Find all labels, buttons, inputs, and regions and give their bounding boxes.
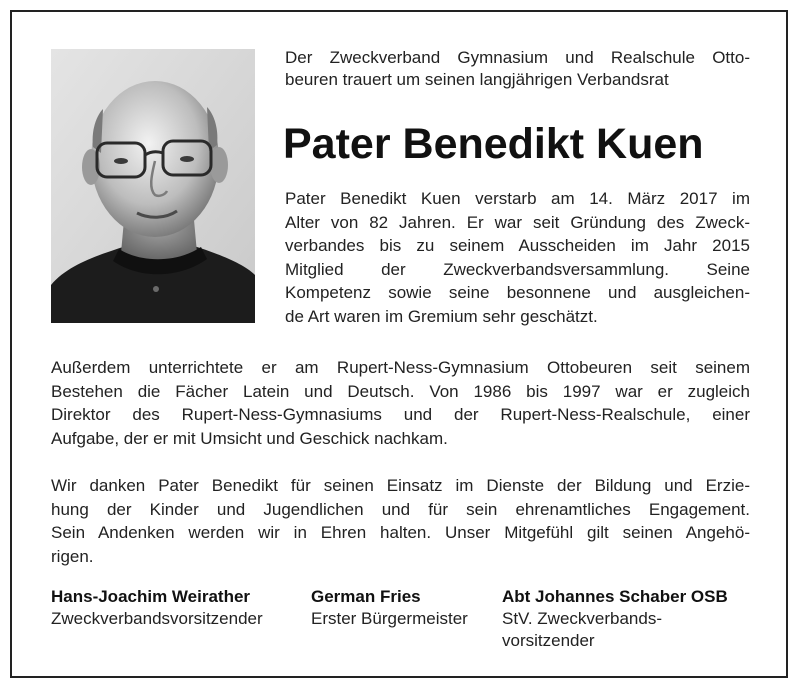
paragraph-line: rigen. bbox=[51, 546, 94, 566]
signatory-role: StV. Zweckverbands- bbox=[502, 609, 662, 628]
obituary-paragraph-1 bbox=[285, 187, 750, 329]
paragraph-line: Sein Andenken werden wir in Ehren halten. Unser Mitgefühl gilt seinen Angehö- bbox=[51, 523, 750, 543]
signatory-role: Zweckverbandsvorsitzender bbox=[51, 609, 263, 628]
paragraph-line: Kompetenz sowie seine besonnene und ausgleichen- bbox=[285, 283, 750, 303]
paragraph-line: Direktor des Rupert-Ness-Gymnasiums und der Rupert-Ness-Realschule, einer bbox=[51, 405, 750, 425]
portrait-photo bbox=[51, 49, 255, 323]
paragraph-line: Außerdem unterrichtete er am Rupert-Ness-Gymnasium Ottobeuren seit seinem bbox=[51, 358, 750, 377]
obituary-paragraph-2 bbox=[51, 356, 750, 450]
signatory bbox=[311, 586, 468, 630]
paragraph-line: verbandes bis zu seinem Ausscheiden im Jahr 2015 bbox=[285, 236, 750, 256]
signatory-name: Hans-Joachim Weirather bbox=[51, 587, 251, 606]
intro-line: Der Zweckverband Gymnasium und Realschule Otto- bbox=[285, 48, 750, 67]
signatory-name: Abt Johannes Schaber OSB bbox=[502, 587, 728, 606]
paragraph-line: Bestehen die Fächer Latein und Deutsch. Von 1986 bis 1997 war er zugleich bbox=[51, 381, 750, 401]
intro-line: beuren trauert um seinen langjährigen Verbandsrat bbox=[285, 70, 669, 89]
deceased-name: Pater Benedikt Kuen bbox=[283, 120, 704, 168]
signatory bbox=[51, 586, 263, 630]
paragraph-line: de Art waren im Gremium sehr geschätzt. bbox=[285, 306, 598, 326]
paragraph-line: Mitglied der Zweckverbandsversammlung. Seine bbox=[285, 259, 750, 279]
signatory-name: German Fries bbox=[311, 587, 421, 606]
paragraph-line: Pater Benedikt Kuen verstarb am 14. März 2017 im bbox=[285, 189, 750, 208]
paragraph-line: Wir danken Pater Benedikt für seinen Einsatz im Dienste der Bildung und Erzie- bbox=[51, 476, 750, 495]
intro-text bbox=[285, 47, 750, 91]
signatory-role: Erster Bürgermeister bbox=[311, 609, 468, 628]
signatory bbox=[502, 586, 728, 652]
obituary-paragraph-3 bbox=[51, 474, 750, 568]
signatory-role: vorsitzender bbox=[502, 631, 595, 650]
paragraph-line: Aufgabe, der er mit Umsicht und Geschick nachkam. bbox=[51, 428, 448, 448]
paragraph-line: Alter von 82 Jahren. Er war seit Gründung des Zweck- bbox=[285, 212, 750, 232]
paragraph-line: hung der Kinder und Jugendlichen und für sein ehrenamtliches Engagement. bbox=[51, 499, 750, 519]
